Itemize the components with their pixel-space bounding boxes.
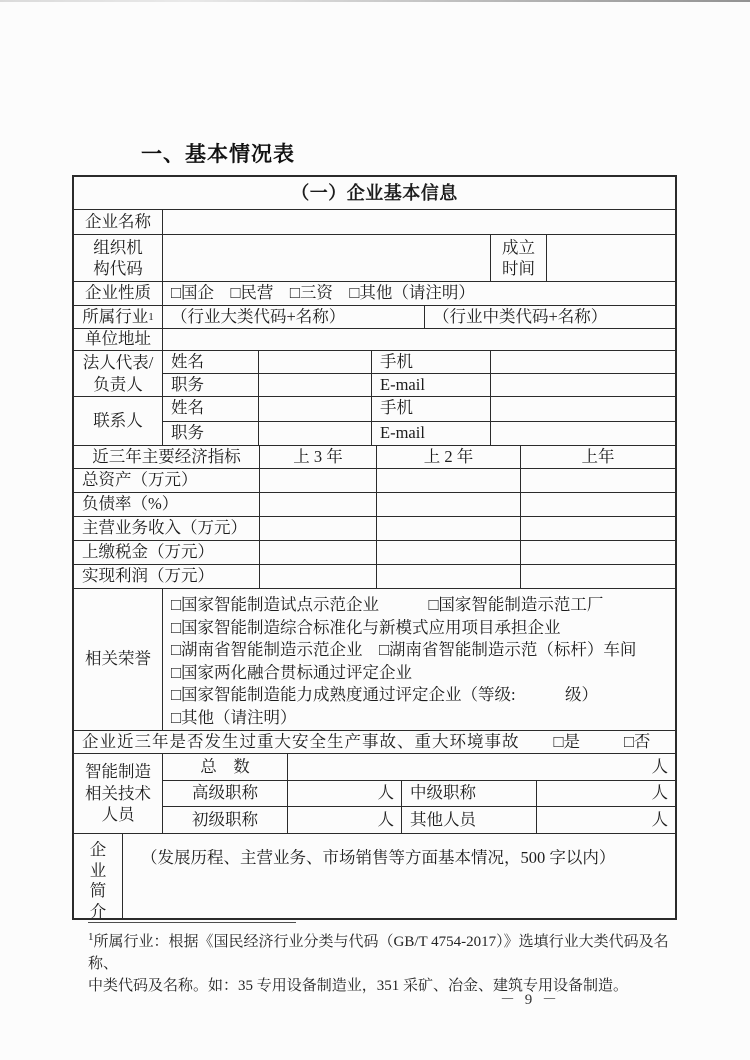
section-header: （一）企业基本信息 <box>291 182 458 203</box>
econ-value-cell <box>521 469 675 492</box>
econ-header-row <box>74 446 675 469</box>
econ-value-cell <box>377 517 521 540</box>
econ-value-cell <box>260 469 377 492</box>
nature-row <box>74 282 675 306</box>
econ-row-label: 负债率（%） <box>74 493 260 516</box>
honors-options <box>163 589 675 730</box>
contact-label: 联系人 <box>74 397 163 445</box>
mobile-label: 手机 <box>372 397 491 421</box>
title-label: 职务 <box>163 422 259 446</box>
staff-subrows <box>163 754 675 833</box>
address-value <box>163 329 675 350</box>
profile-hint: （发展历程、主营业务、市场销售等方面基本情况，500 字以内） <box>141 848 616 867</box>
contact-title-row <box>163 422 675 446</box>
company-name-value <box>163 210 675 234</box>
econ-row-label: 上缴税金（万元） <box>74 541 260 564</box>
contact-group <box>74 397 675 446</box>
staff-junior-row <box>163 807 675 833</box>
email-label: E-mail <box>372 374 491 396</box>
name-label: 姓名 <box>163 351 259 373</box>
profile-label: 企 业 简 介 <box>74 834 123 918</box>
footnote-line-2: 中类代码及名称。如：35 专用设备制造业，351 采矿、冶金、建筑专用设备制造。 <box>88 978 629 994</box>
industry-major-cell: （行业大类代码+名称） <box>163 306 425 328</box>
staff-group <box>74 754 675 834</box>
econ-row-tax <box>74 541 675 565</box>
honors-option: □国家两化融合贯标通过评定企业 <box>171 662 412 682</box>
econ-value-cell <box>377 469 521 492</box>
footnote-separator <box>88 922 296 923</box>
legal-rep-title-row <box>163 374 675 396</box>
basic-info-table <box>72 175 677 920</box>
econ-value-cell <box>260 541 377 564</box>
honors-option: □湖南省智能制造示范企业 □湖南省智能制造示范（标杆）车间 <box>171 640 637 660</box>
econ-value-cell <box>521 517 675 540</box>
legal-name-value <box>259 351 372 373</box>
legal-email-value <box>491 374 675 396</box>
econ-value-cell <box>521 493 675 516</box>
econ-row-assets <box>74 469 675 493</box>
econ-col-y1: 上年 <box>581 446 615 466</box>
accident-yes-option: □是 <box>553 731 580 751</box>
contact-subrows <box>163 397 675 445</box>
legal-rep-group <box>74 351 675 397</box>
econ-col-y3: 上 3 年 <box>260 446 377 468</box>
staff-total-value: 人 <box>651 756 668 776</box>
accident-row <box>74 731 675 754</box>
econ-row-label: 总资产（万元） <box>74 469 260 492</box>
contact-name-row <box>163 397 675 422</box>
honors-option: □国家智能制造综合标准化与新模式应用项目承担企业 <box>171 617 561 637</box>
econ-value-cell <box>521 541 675 564</box>
contact-title-value <box>259 422 372 446</box>
econ-value-cell <box>260 565 377 588</box>
econ-row-revenue <box>74 517 675 541</box>
accident-cell <box>74 731 675 753</box>
econ-value-cell <box>521 565 675 588</box>
staff-senior-value: 人 <box>288 781 402 807</box>
name-label: 姓名 <box>163 397 259 421</box>
accident-question: 企业近三年是否发生过重大安全生产事故、重大环境事故 <box>82 731 520 751</box>
legal-rep-label: 法人代表/ 负责人 <box>74 351 163 396</box>
econ-value-cell <box>260 517 377 540</box>
honors-option: □其他（请注明） <box>171 707 297 727</box>
staff-senior-label: 高级职称 <box>163 781 288 807</box>
staff-junior-label: 初级职称 <box>163 807 288 833</box>
legal-rep-subrows <box>163 351 675 396</box>
econ-row-debt <box>74 493 675 517</box>
econ-value-cell <box>260 493 377 516</box>
honors-label: 相关荣誉 <box>74 589 163 730</box>
staff-label: 智能制造 相关技术 人员 <box>74 754 163 833</box>
section-header-row <box>74 177 675 210</box>
profile-row <box>74 834 675 918</box>
company-name-row <box>74 210 675 235</box>
econ-row-label: 实现利润（万元） <box>74 565 260 588</box>
footnote-line-1: $^1$所属行业：根据《国民经济行业分类与代码（GB/T 4754-2017）》选填行业大类代码及名称、 <box>88 931 669 972</box>
staff-total-row <box>163 754 675 781</box>
econ-value-cell <box>377 493 521 516</box>
legal-title-value <box>259 374 372 396</box>
nature-options: □国企 □民营 □三资 □其他（请注明） <box>171 283 475 303</box>
industry-row <box>74 306 675 329</box>
econ-row-profit <box>74 565 675 589</box>
accident-no-option: □否 <box>623 731 651 751</box>
contact-name-value <box>259 397 372 421</box>
address-label: 单位地址 <box>74 329 163 350</box>
econ-row-label: 主营业务收入（万元） <box>74 517 260 540</box>
org-code-label: 组织机 构代码 <box>74 235 163 281</box>
company-name-label: 企业名称 <box>74 210 163 234</box>
founded-label: 成立 时间 <box>491 235 547 281</box>
staff-middle-value: 人 <box>651 783 668 803</box>
staff-other-label: 其他人员 <box>402 807 537 833</box>
mobile-label: 手机 <box>372 351 491 373</box>
staff-total-label: 总 数 <box>163 754 288 780</box>
staff-junior-value: 人 <box>288 807 402 833</box>
org-code-value <box>163 235 491 281</box>
contact-email-value <box>491 422 675 446</box>
honors-row <box>74 589 675 731</box>
econ-value-cell <box>377 541 521 564</box>
page-number: － 9 － <box>499 992 560 1008</box>
staff-other-value: 人 <box>651 809 668 829</box>
econ-header-label: 近三年主要经济指标 <box>74 446 260 468</box>
scan-edge-artifact <box>0 0 750 2</box>
nature-label: 企业性质 <box>74 282 163 305</box>
title-label: 职务 <box>163 374 259 396</box>
org-code-row <box>74 235 675 282</box>
legal-rep-name-row <box>163 351 675 374</box>
industry-label: 所属行业 1 <box>74 306 163 328</box>
industry-mid-cell: （行业中类代码+名称） <box>433 306 608 326</box>
econ-col-y2: 上 2 年 <box>377 446 521 468</box>
founded-value <box>547 235 675 281</box>
page-title: 一、基本情况表 <box>141 142 295 166</box>
email-label: E-mail <box>372 422 491 446</box>
address-row <box>74 329 675 351</box>
staff-senior-row <box>163 781 675 808</box>
contact-mobile-value <box>491 397 675 421</box>
honors-option: □国家智能制造能力成熟度通过评定企业（等级: 级） <box>171 685 599 705</box>
econ-value-cell <box>377 565 521 588</box>
legal-mobile-value <box>491 351 675 373</box>
staff-middle-label: 中级职称 <box>402 781 537 807</box>
honors-option: □国家智能制造试点示范企业 □国家智能制造示范工厂 <box>171 595 604 614</box>
